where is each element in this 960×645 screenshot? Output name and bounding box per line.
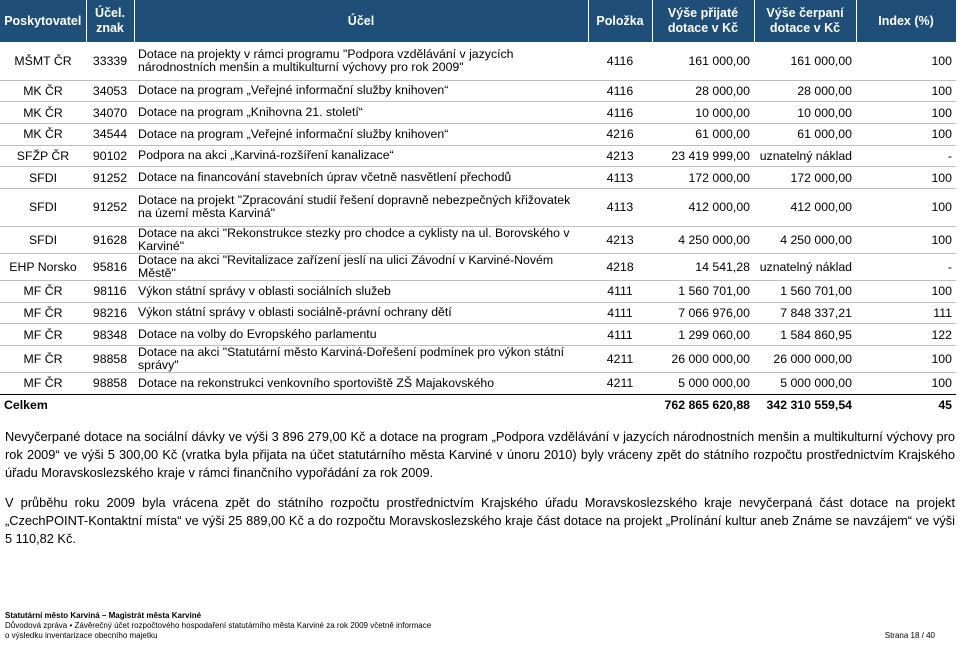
cell-drawn: 161 000,00	[790, 53, 852, 68]
cell-index: -	[856, 145, 956, 167]
cell-purpose: Dotace na akci "Statutární město Karviná-Dořešení podmínek pro výkon státní správy"	[134, 346, 588, 373]
cell-code: 98348	[86, 324, 134, 346]
cell-received: 7 066 976,00	[652, 302, 754, 324]
page-footer	[5, 611, 955, 641]
header-item: Položka	[588, 0, 652, 42]
cell-drawn: 26 000 000,00	[754, 346, 856, 373]
cell-code: 33339	[92, 53, 128, 68]
total-index: 45	[856, 394, 956, 416]
cell-provider: MK ČR	[0, 80, 86, 102]
cell-received: 10 000,00	[652, 102, 754, 124]
table-row	[0, 145, 956, 167]
cell-code: 98858	[86, 373, 134, 395]
cell-item: 4211	[588, 346, 652, 373]
cell-code: 91628	[86, 226, 134, 253]
cell-received: 23 419 999,00	[652, 145, 754, 167]
table-row	[0, 123, 956, 145]
cell-provider: MF ČR	[0, 324, 86, 346]
cell-provider: SFDI	[0, 167, 86, 189]
cell-item: 4111	[588, 324, 652, 346]
table-row	[0, 324, 956, 346]
cell-index: 100	[856, 188, 956, 226]
cell-drawn: 1 560 701,00	[754, 280, 856, 302]
cell-index: 122	[856, 324, 956, 346]
cell-received: 61 000,00	[652, 123, 754, 145]
cell-index: 100	[931, 53, 952, 68]
cell-purpose: Dotace na akci "Rekonstrukce stezky pro chodce a cyklisty na ul. Borovského v Karviné"	[134, 226, 588, 253]
cell-code: 91252	[86, 188, 134, 226]
cell-index: 100	[856, 167, 956, 189]
cell-provider: SFDI	[0, 226, 86, 253]
cell-provider: MŠMT ČR	[14, 53, 72, 68]
cell-received: 1 560 701,00	[652, 280, 754, 302]
table-row	[0, 167, 956, 189]
cell-provider: MF ČR	[0, 373, 86, 395]
table-row	[0, 226, 956, 253]
table-row	[0, 42, 956, 80]
cell-index: 111	[856, 302, 956, 324]
cell-purpose: Dotace na rekonstrukci venkovního sportoviště ZŠ Majakovského	[134, 373, 588, 395]
table-row	[0, 102, 956, 124]
cell-purpose: Dotace na projekt "Zpracování studií řešení dopravně nebezpečných křižovatek na území města Karviná"	[134, 188, 588, 226]
cell-index: 100	[856, 346, 956, 373]
cell-code: 34544	[86, 123, 134, 145]
footer-line1: Důvodová zpráva • Závěrečný účet rozpočtového hospodaření statutárního města Karviné za rok 2009 včetně informace	[5, 621, 432, 630]
table-row	[0, 188, 956, 226]
footer-line2: o výsledku inventarizace obecního majetku	[5, 631, 158, 640]
paragraph-returned-czechpoint: V průběhu roku 2009 byla vrácena zpět do státního rozpočtu prostřednictvím Krajského úřadu Moravskoslezského kraje nevyčerpaná část dotace na projekt „CzechPOINT-Kontaktní místa“ ve výši 25 889,00 Kč a do rozpočtu Moravskoslezského kraje část dotace na projekt „Prolínání kultur aneb Známe se navzájem“ ve výši 5 110,82 Kč.	[5, 495, 955, 547]
cell-index: 100	[856, 373, 956, 395]
cell-provider: SFDI	[0, 188, 86, 226]
cell-provider: MK ČR	[0, 102, 86, 124]
cell-item: 4213	[588, 226, 652, 253]
cell-received: 26 000 000,00	[652, 346, 754, 373]
paragraph-returned-subsidies: Nevyčerpané dotace na sociální dávky ve výši 3 896 279,00 Kč a dotace na program „Podpora vzdělávání v jazycích národnostních menšin a multikulturní výchovy pro rok 2009“ ve výši 5 300,00 Kč (vratka byla přijata na účet statutárního města Karviné v únoru 2010) byly vráceny zpět do státního rozpočtu prostřednictvím Krajského úřadu Moravskoslezského kraje v rámci finančního vypořádání za rok 2009.	[5, 429, 955, 481]
cell-code: 95816	[86, 253, 134, 280]
total-label: Celkem	[0, 394, 652, 416]
table-header-row	[0, 0, 956, 42]
cell-drawn: uznatelný náklad	[754, 145, 856, 167]
cell-provider: SFŽP ČR	[0, 145, 86, 167]
cell-received: 412 000,00	[652, 188, 754, 226]
cell-item: 4213	[588, 145, 652, 167]
cell-received: 28 000,00	[652, 80, 754, 102]
cell-drawn: 412 000,00	[754, 188, 856, 226]
cell-provider: EHP Norsko	[0, 253, 86, 280]
cell-purpose: Dotace na projekty v rámci programu "Podpora vzdělávání v jazycích národnostních menšin a multikulturní výchovy pro rok 2009"	[138, 46, 514, 74]
total-drawn: 342 310 559,54	[754, 394, 856, 416]
cell-drawn: 4 250 000,00	[754, 226, 856, 253]
cell-purpose: Dotace na program „Veřejné informační služby knihoven“	[134, 80, 588, 102]
cell-code: 90102	[86, 145, 134, 167]
cell-drawn: 1 584 860,95	[754, 324, 856, 346]
cell-purpose: Dotace na akci "Revitalizace zařízení jeslí na ulici Závodní v Karviné-Novém Městě"	[134, 253, 588, 280]
cell-purpose: Dotace na program „Knihovna 21. století“	[134, 102, 588, 124]
footer-org: Statutární město Karviná – Magistrát města Karviné	[5, 611, 202, 620]
cell-code: 34070	[86, 102, 134, 124]
cell-index: 100	[856, 80, 956, 102]
cell-drawn: 10 000,00	[754, 102, 856, 124]
cell-drawn: uznatelný náklad	[754, 253, 856, 280]
cell-item: 4216	[588, 123, 652, 145]
cell-index: 100	[856, 102, 956, 124]
cell-purpose: Výkon státní správy v oblasti sociálních služeb	[134, 280, 588, 302]
cell-item: 4218	[588, 253, 652, 280]
cell-code: 91252	[86, 167, 134, 189]
total-row	[0, 394, 956, 416]
header-code: Účel. znak	[86, 0, 134, 42]
header-drawn: Výše čerpaní dotace v Kč	[754, 0, 856, 42]
table-row	[0, 253, 956, 280]
cell-provider: MK ČR	[0, 123, 86, 145]
cell-item: 4111	[588, 302, 652, 324]
cell-received: 161 000,00	[688, 53, 750, 68]
header-provider: Poskytovatel	[0, 0, 86, 42]
cell-index: 100	[856, 280, 956, 302]
cell-received: 4 250 000,00	[652, 226, 754, 253]
cell-index: 100	[856, 226, 956, 253]
cell-received: 1 299 060,00	[652, 324, 754, 346]
table-row	[0, 80, 956, 102]
cell-item: 4113	[588, 188, 652, 226]
table-row	[0, 280, 956, 302]
cell-provider: MF ČR	[0, 280, 86, 302]
cell-received: 172 000,00	[652, 167, 754, 189]
cell-code: 98858	[86, 346, 134, 373]
cell-code: 34053	[86, 80, 134, 102]
header-index: Index (%)	[856, 0, 956, 42]
cell-index: 100	[856, 123, 956, 145]
cell-received: 14 541,28	[652, 253, 754, 280]
table-row	[0, 346, 956, 373]
cell-purpose: Podpora na akci „Karviná-rozšíření kanalizace“	[134, 145, 588, 167]
table-row	[0, 302, 956, 324]
header-received: Výše přijaté dotace v Kč	[652, 0, 754, 42]
cell-item: 4113	[588, 167, 652, 189]
cell-item: 4116	[588, 80, 652, 102]
cell-code: 98116	[86, 280, 134, 302]
cell-purpose: Dotace na program „Veřejné informační služby knihoven“	[134, 123, 588, 145]
cell-item: 4111	[588, 280, 652, 302]
cell-received: 5 000 000,00	[652, 373, 754, 395]
cell-item: 4116	[588, 102, 652, 124]
cell-item: 4211	[588, 373, 652, 395]
cell-drawn: 5 000 000,00	[754, 373, 856, 395]
cell-drawn: 7 848 337,21	[754, 302, 856, 324]
cell-purpose: Dotace na volby do Evropského parlamentu	[134, 324, 588, 346]
cell-code: 98216	[86, 302, 134, 324]
footer-page-number: Strana 18 / 40	[884, 631, 935, 640]
cell-purpose: Dotace na financování stavebních úprav včetně nasvětlení přechodů	[134, 167, 588, 189]
cell-index: -	[856, 253, 956, 280]
cell-purpose: Výkon státní správy v oblasti sociálně-právní ochrany dětí	[134, 302, 588, 324]
cell-drawn: 172 000,00	[754, 167, 856, 189]
table-row	[0, 373, 956, 395]
cell-drawn: 28 000,00	[754, 80, 856, 102]
cell-provider: MF ČR	[0, 302, 86, 324]
cell-item: 4116	[606, 53, 634, 68]
cell-provider: MF ČR	[0, 346, 86, 373]
total-received: 762 865 620,88	[652, 394, 754, 416]
header-purpose: Účel	[134, 0, 588, 42]
cell-drawn: 61 000,00	[754, 123, 856, 145]
